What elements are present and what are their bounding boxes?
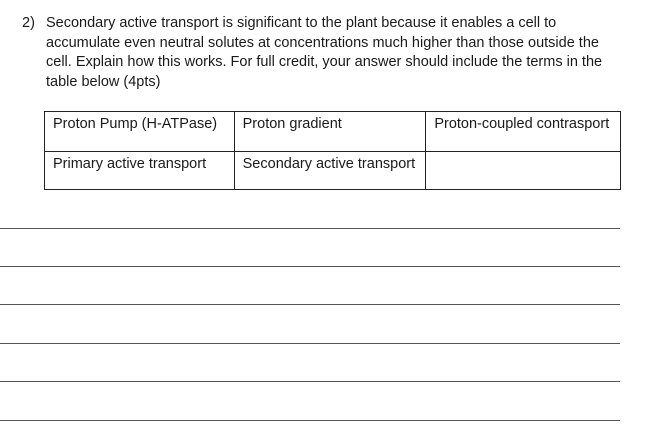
question-text: Secondary active transport is significant to the plant because it enables a cell to accumulate even neutral solutes at concentrations much higher than those outside the cell. Explain how this works. For full credit, your answer should include the terms in the table below (4pts) (46, 15, 603, 90)
table-row (45, 112, 621, 152)
answer-line[interactable] (0, 228, 620, 229)
table-cell: Proton Pump (H-ATPase) (45, 112, 235, 152)
table-cell: Proton gradient (234, 112, 426, 152)
answer-line[interactable] (0, 304, 620, 305)
table-cell: Proton-coupled contrasport (426, 112, 621, 152)
table-cell (426, 152, 621, 190)
answer-line[interactable] (0, 266, 620, 267)
table-row (45, 152, 621, 190)
terms-table (44, 111, 621, 190)
answer-line[interactable] (0, 381, 620, 382)
answer-line[interactable] (0, 420, 620, 421)
table-cell: Primary active transport (45, 152, 235, 190)
question-number: 2) (22, 15, 35, 31)
table-cell: Secondary active transport (234, 152, 426, 190)
answer-line[interactable] (0, 343, 620, 344)
